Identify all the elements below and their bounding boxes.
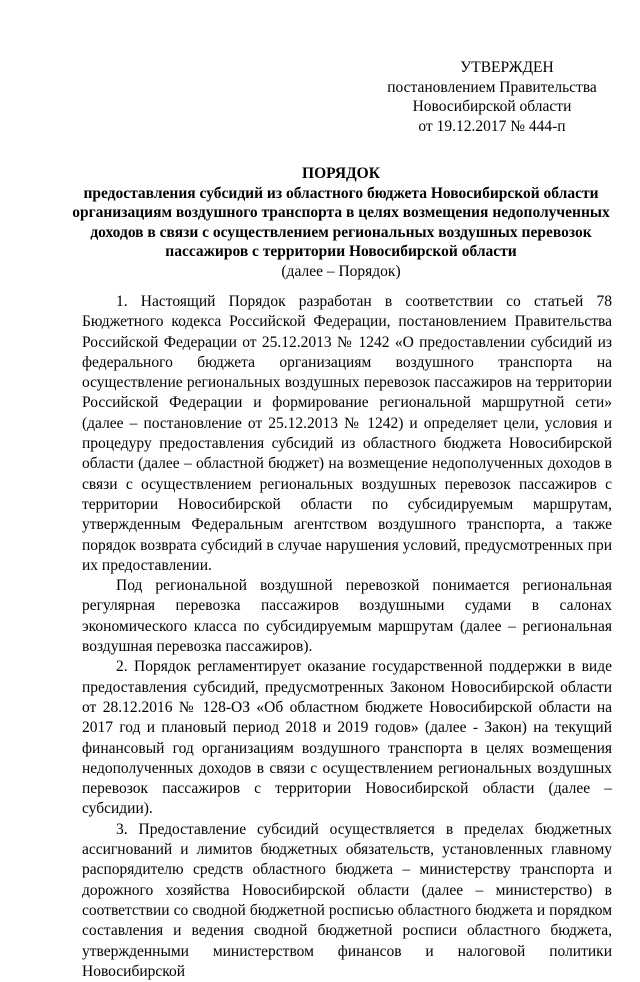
approval-line-2: Новосибирской области	[412, 98, 572, 115]
approval-line-3: от 19.12.2017 № 444-п	[418, 117, 566, 135]
approval-heading: УТВЕРЖДЕН	[460, 59, 554, 76]
paragraph-1: 1. Настоящий Порядок разработан в соответствии со статьей 78 Бюджетного кодекса Российской Федерации, постановлением Правительства Российской Федерации от 25.12.2013 № 1242 «О предоставлении субсидий из федерального бюджета организациям воздушного транспорта на осуществление региональных воздушных перевозок пассажиров на территории Российской Федерации и формирование региональной маршрутной сети» (далее – постановление от 25.12.2013 № 1242) и определяет цели, условия и процедуру предоставления субсидий из областного бюджета Новосибирской области (далее – областной бюджет) на возмещение недополученных доходов в связи с осуществлением региональных воздушных перевозок пассажиров с территории Новосибирской области по субсидируемым маршрутам, утвержденным Федеральным агентством воздушного транспорта, а также порядок возврата субсидий в случае нарушения условий, предусмотренных при их предоставлении.	[82, 293, 612, 574]
paragraph-3: 2. Порядок регламентирует оказание государственной поддержки в виде предоставления субсидий, предусмотренных Законом Новосибирской области от 28.12.2016 № 128-ОЗ «Об областном бюджете Новосибирской области на 2017 год и плановый период 2018 и 2019 годов» (далее - Закон) на текущий финансовый год организациям воздушного транспорта в целях возмещения недополученных доходов в связи с осуществлением региональных воздушных перевозок пассажиров с территории Новосибирской области (далее – субсидии).	[82, 658, 612, 818]
document-title: ПОРЯДОК	[302, 165, 380, 182]
document-body	[82, 292, 612, 982]
paragraph-2: Под региональной воздушной перевозкой понимается региональная регулярная перевозка пассажиров воздушными судами в салонах экономического класса по субсидируемым маршрутам (далее – региональная воздушная перевозка пассажиров).	[82, 577, 612, 656]
approval-line-1: постановлением Правительства	[387, 78, 597, 96]
document-subtitle: предоставления субсидий из областного бюджета Новосибирской области организациям воздушного транспорта в целях возмещения недополученных доходов в связи с осуществлением региональных воздушных перевозок пассажиров с территории Новосибирской области	[72, 184, 610, 260]
paragraph-4: 3. Предоставление субсидий осуществляется в пределах бюджетных ассигнований и лимитов бюджетных обязательств, установленных главному распорядителю средств областного бюджета – министерству транспорта и дорожного хозяйства Новосибирской области (далее – министерство) в соответствии со сводной бюджетной росписью областного бюджета и порядком составления и ведения сводной бюджетной росписи областного бюджета, утвержденными министерством финансов и налоговой политики Новосибирской	[82, 820, 612, 980]
document-title-note: (далее – Порядок)	[281, 262, 401, 280]
approval-stamp	[387, 58, 597, 136]
document-title-block	[52, 164, 630, 281]
